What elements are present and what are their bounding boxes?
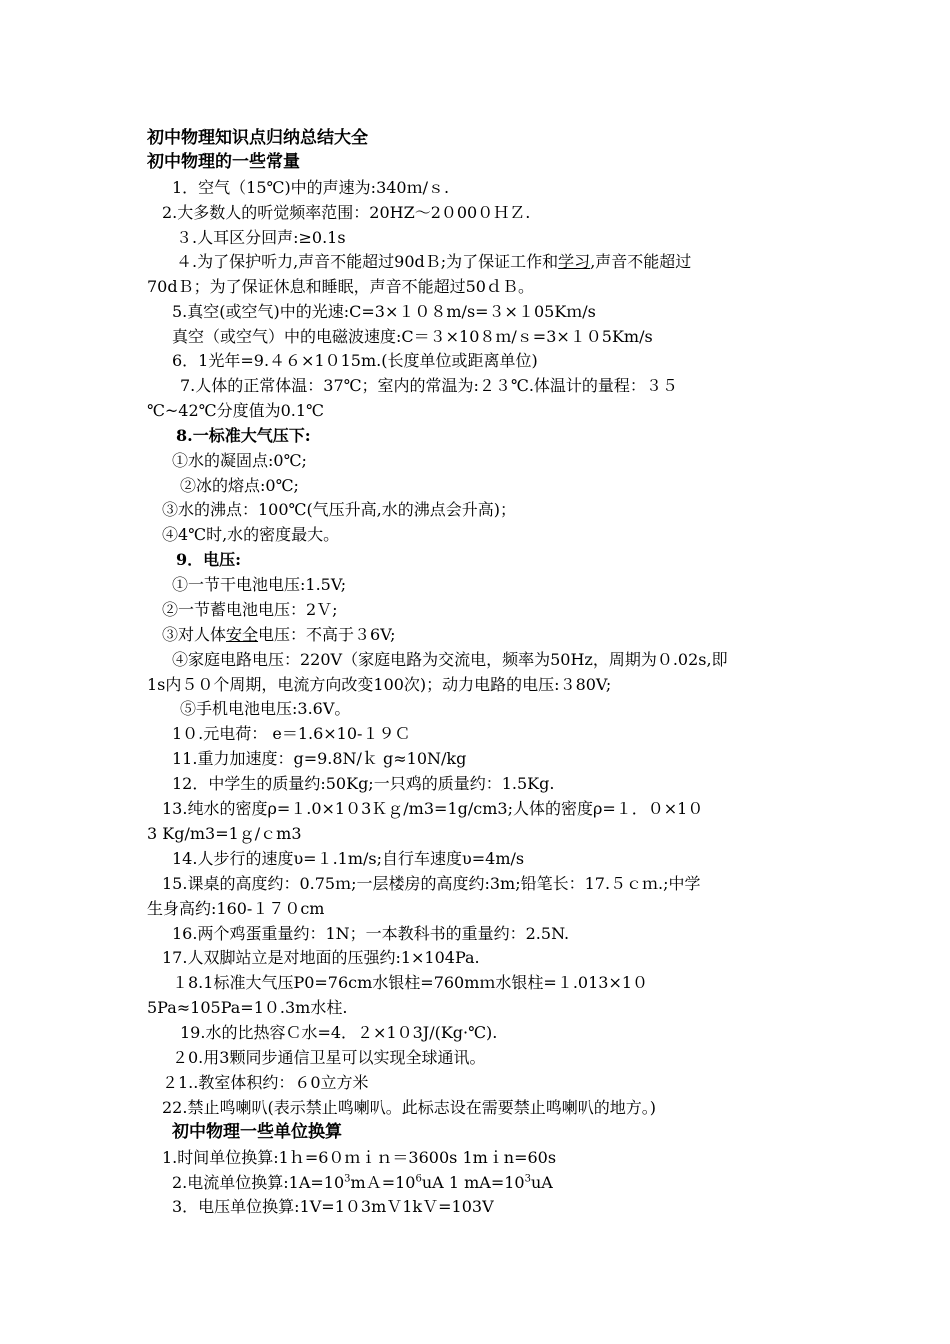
section-heading-constants: 初中物理的一些常量: [147, 152, 300, 172]
text-line: 6．1光年=9.４６×1０15m.(长度单位或距离单位): [172, 351, 538, 370]
text-line: ②一节蓄电池电压：2Ｖ;: [162, 600, 338, 619]
text-line: ①一节干电池电压:1.5V;: [172, 575, 347, 594]
superscript: 6: [415, 1173, 422, 1185]
text-line: 1．空气（15℃)中的声速为:340ｍ/ｓ.: [172, 178, 450, 197]
text-line: [162, 625, 396, 645]
text-line: 3 Kg/m3=1ｇ/ｃm3: [147, 824, 302, 843]
text-line: 1.时间单位换算:1ｈ=6０ｍｉｎ＝3600s 1mｉn=60s: [162, 1148, 557, 1167]
text-segment: 2.电流单位换算:1A=10: [172, 1173, 345, 1192]
superscript: 3: [524, 1173, 531, 1185]
text-line: 2.大多数人的听觉频率范围：20HZ～2０00０ＨＺ.: [162, 203, 531, 222]
text-line: ①水的凝固点:0℃;: [172, 451, 307, 470]
text-line: ℃~42℃分度值为0.1℃: [147, 401, 324, 420]
underlined-link[interactable]: 安全: [226, 625, 259, 644]
text-line: 5.真空(或空气)中的光速:C=3×１０８m/s=３×１05Kｍ/s: [172, 302, 596, 321]
text-line: [176, 252, 691, 272]
text-segment: uA: [530, 1173, 553, 1192]
text-line: 14.人步行的速度υ=１.1m/s;自行车速度υ=4m/s: [172, 849, 525, 868]
text-line: [172, 1173, 553, 1193]
text-segment: ,声音不能超过: [590, 252, 692, 271]
text-line: 7.人体的正常体温：37℃；室内的常温为:２３℃.体温计的量程：３５: [180, 376, 678, 395]
text-line: 13.纯水的密度ρ=１.0×1０3Ｋｇ/m3=1g/cm3;人体的密度ρ=１．０×1０: [162, 799, 704, 818]
subheading: 9．电压:: [176, 550, 242, 569]
text-line: ２1..教室体积约：６0立方米: [162, 1073, 369, 1092]
text-line: 11.重力加速度：g=9.8N/ｋ g≈10N/kg: [172, 749, 467, 768]
text-segment: ４.为了保护听力,声音不能超过90dＢ;为了保证工作和: [176, 252, 559, 271]
text-line: 5Pa≈105Pa=1０.3m水柱.: [147, 998, 348, 1017]
text-line: ③水的沸点：100℃(气压升高,水的沸点会升高)；: [162, 500, 517, 519]
text-line: ④4℃时,水的密度最大。: [162, 525, 340, 544]
text-line: ⑤手机电池电压:3.6V。: [180, 699, 351, 718]
text-line: 12．中学生的质量约:50Kg;一只鸡的质量约：1.5Kg.: [172, 774, 555, 793]
text-line: 70dＢ；为了保证休息和睡眠，声音不能超过50ｄＢ。: [147, 277, 534, 296]
text-segment: ③对人体: [162, 625, 227, 644]
text-line: 19.水的比热容Ｃ水=4．２×1０3J/(Kg·℃).: [180, 1023, 498, 1042]
text-segment: 电压：不高于３6V;: [258, 625, 396, 644]
superscript: 3: [344, 1173, 351, 1185]
text-line: 1s内５０个周期，电流方向改变100次)；动力电路的电压:３80V;: [147, 675, 612, 694]
text-segment: mＡ=10: [350, 1173, 416, 1192]
text-line: 1０.元电荷： e＝1.6×10-１９Ｃ: [172, 724, 411, 743]
text-line: 3．电压单位换算:1V=1０3mＶ1kＶ=103V: [172, 1197, 494, 1216]
text-line: ②冰的熔点:0℃;: [180, 476, 299, 495]
text-line: ２0.用3颗同步通信卫星可以实现全球通讯。: [172, 1048, 486, 1067]
text-line: ３.人耳区分回声:≥0.1s: [176, 228, 346, 247]
section-heading-units: 初中物理一些单位换算: [172, 1122, 342, 1142]
text-line: 17.人双脚站立是对地面的压强约:1×104Pa.: [162, 948, 480, 967]
text-line: ④家庭电路电压：220V（家庭电路为交流电，频率为50Hz，周期为０.02s,即: [172, 650, 728, 669]
text-line: 真空（或空气）中的电磁波速度:C＝３×10８ｍ/ｓ=3×１０5Km/s: [172, 327, 653, 346]
text-line: 16.两个鸡蛋重量约：1N；一本教科书的重量约：2.5N.: [172, 924, 570, 943]
document-title: 初中物理知识点归纳总结大全: [147, 128, 368, 148]
text-line: 生身高约:160-１７０cm: [147, 899, 325, 918]
underlined-link[interactable]: 学习: [558, 252, 591, 271]
subheading: 8.一标准大气压下:: [176, 426, 311, 445]
text-line: １8.1标准大气压P0=76cm水银柱=760mｍ水银柱=１.013×1０: [172, 973, 649, 992]
text-segment: uA 1 mA=10: [421, 1173, 525, 1192]
text-line: 15.课桌的高度约：0.75ｍ;一层楼房的高度约:3m;铅笔长：17.５ｃｍ.;中学: [162, 874, 701, 893]
text-line: 22.禁止鸣喇叭(表示禁止鸣喇叭。此标志设在需要禁止鸣喇叭的地方。): [162, 1098, 656, 1117]
